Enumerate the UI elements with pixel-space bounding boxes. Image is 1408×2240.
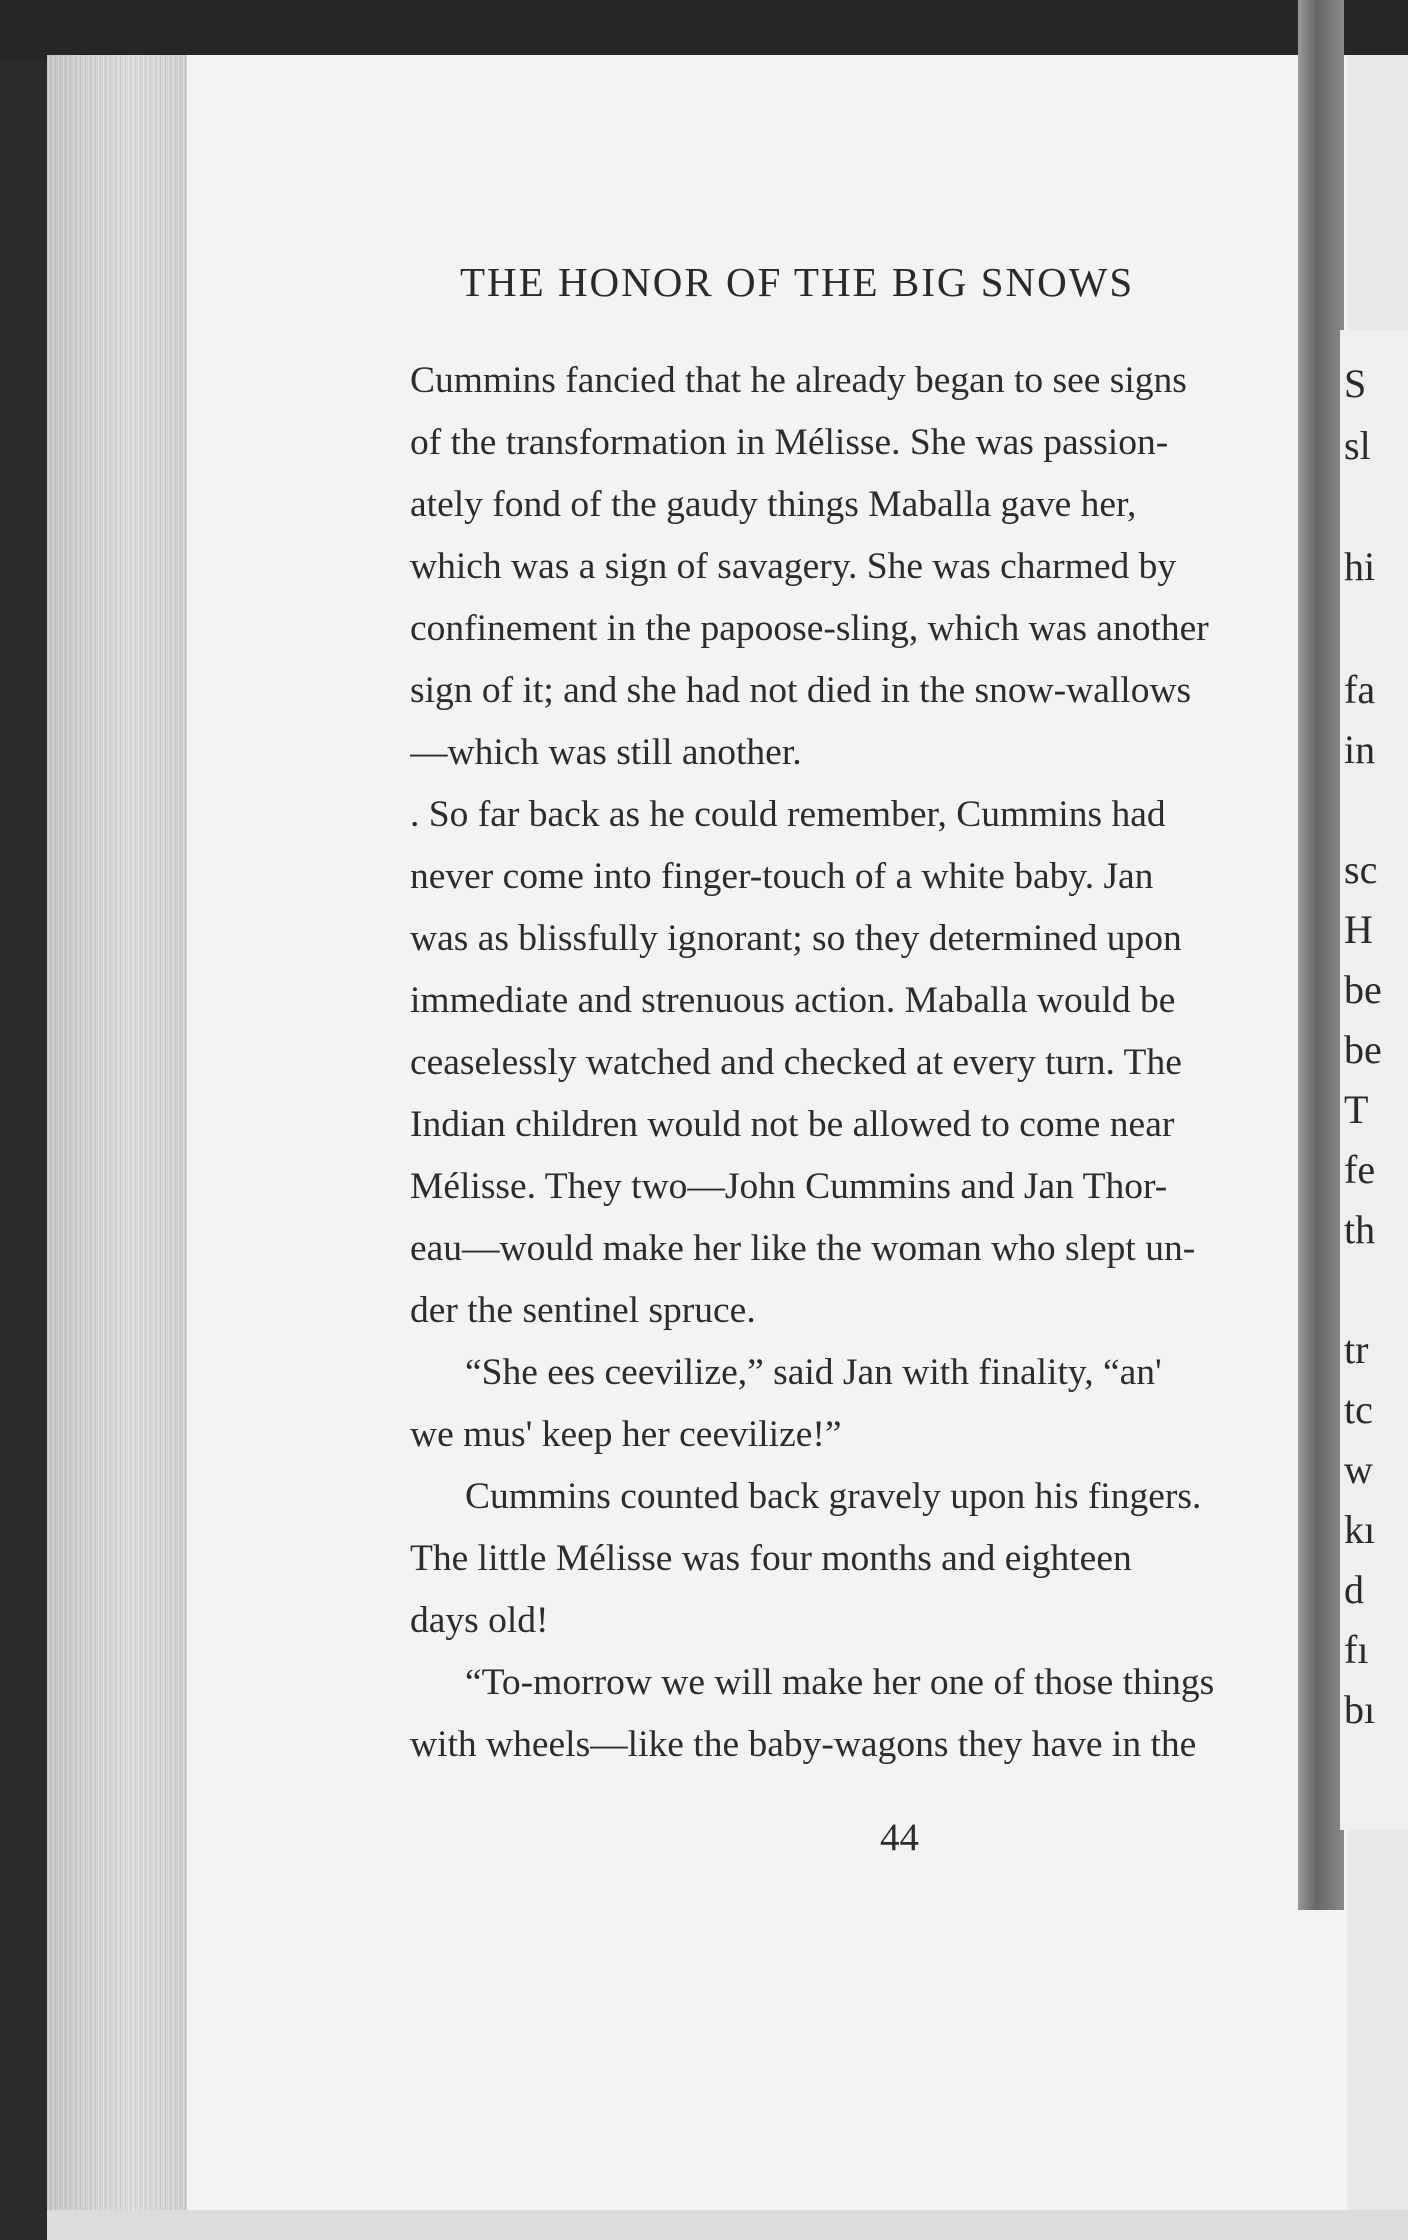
text-line: eau—would make her like the woman who slept un- xyxy=(410,1228,1196,1269)
text-line: which was a sign of savagery. She was charmed by xyxy=(410,546,1177,587)
facing-page-fragment: sc xyxy=(1344,847,1378,892)
text-line: “She ees ceevilize,” said Jan with finality, “an' xyxy=(465,1352,1162,1393)
facing-page-fragment: be xyxy=(1344,1027,1382,1072)
facing-page-fragment: H xyxy=(1344,907,1373,952)
facing-page-edge xyxy=(1340,330,1408,1830)
text-line: days old! xyxy=(410,1600,549,1641)
text-line: immediate and strenuous action. Maballa would be xyxy=(410,980,1176,1021)
facing-page-fragment: bı xyxy=(1344,1687,1376,1732)
text-line: Cummins fancied that he already began to see signs xyxy=(410,360,1187,401)
text-line: ceaselessly watched and checked at every turn. The xyxy=(410,1042,1182,1083)
facing-page-fragment: fı xyxy=(1344,1627,1369,1672)
facing-page-fragment: tc xyxy=(1344,1387,1373,1432)
text-line: sign of it; and she had not died in the snow-wallows xyxy=(410,670,1192,711)
text-line: with wheels—like the baby-wagons they have in the xyxy=(410,1724,1197,1765)
facing-page-fragment: be xyxy=(1344,967,1382,1012)
text-line: was as blissfully ignorant; so they determined upon xyxy=(410,918,1182,959)
text-line: ately fond of the gaudy things Maballa gave her, xyxy=(410,484,1137,525)
text-line: Indian children would not be allowed to come near xyxy=(410,1104,1175,1145)
facing-page-fragment: T xyxy=(1344,1087,1369,1132)
facing-page-fragment: kı xyxy=(1344,1507,1376,1552)
body-text xyxy=(410,350,1330,1780)
scan-background xyxy=(0,0,1408,60)
text-line: “To-morrow we will make her one of those things xyxy=(465,1662,1215,1703)
facing-page-fragment: sl xyxy=(1344,423,1371,468)
text-line: der the sentinel spruce. xyxy=(410,1290,756,1331)
facing-page-fragment: w xyxy=(1344,1447,1373,1492)
text-line: of the transformation in Mélisse. She was passion- xyxy=(410,422,1169,463)
text-line: —which was still another. xyxy=(410,732,802,773)
text-line: Cummins counted back gravely upon his fingers. xyxy=(465,1476,1202,1517)
running-head: THE HONOR OF THE BIG SNOWS xyxy=(460,259,1135,305)
text-line: The little Mélisse was four months and eighteen xyxy=(410,1538,1132,1579)
text-line: Mélisse. They two—John Cummins and Jan Thor- xyxy=(410,1166,1168,1207)
facing-page-fragment: in xyxy=(1344,727,1376,772)
facing-page-fragment: hi xyxy=(1344,544,1376,589)
text-line: . So far back as he could remember, Cummins had xyxy=(410,794,1166,835)
text-line: never come into finger-touch of a white baby. Jan xyxy=(410,856,1154,897)
facing-page-fragment: tr xyxy=(1344,1327,1369,1372)
facing-page-fragment: S xyxy=(1344,361,1367,406)
facing-page-fragment: fa xyxy=(1344,667,1376,712)
text-line: we mus' keep her ceevilize!” xyxy=(410,1414,842,1455)
facing-page-fragment: d xyxy=(1344,1567,1364,1612)
book-bottom-edge xyxy=(47,2210,1408,2240)
facing-page-fragment: fe xyxy=(1344,1147,1376,1192)
page-edges-shade xyxy=(47,55,187,2240)
page-number: 44 xyxy=(880,1816,919,1859)
facing-page-fragment: th xyxy=(1344,1207,1376,1252)
text-line: confinement in the papoose-sling, which was another xyxy=(410,608,1209,649)
